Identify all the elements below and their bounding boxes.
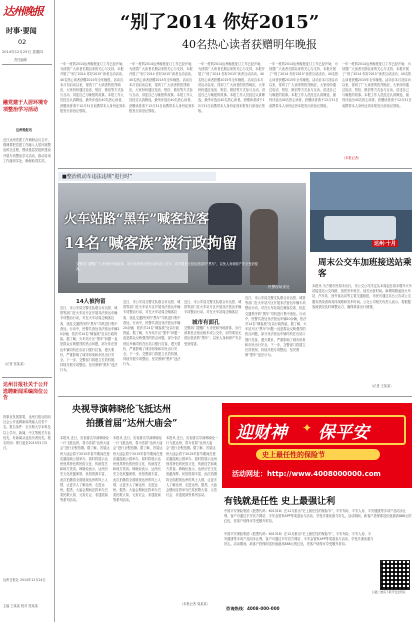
sidebar-byline: （记者 张某某） <box>3 362 27 366</box>
article1-body-col3: 一年一度的2014达州晚报征订工作已经开始，为回馈广大读者长期以来的关心与支持，本报开展了“别了2014 你好2015”读者互动活动，40名热心读者获赠2015年全年晚报。活动自本月初启动以来，得到了广大读者的热烈响应，大家纷纷通过电话、短信、微信等方式参与互动，讲述自己与晚报的故事。本报工作人员经过认真筛选，最终评选出40名热心读者。获赠读者请于12月31日前携带本人身份证到本报发行部登记领取。 <box>198 62 265 113</box>
article2-subtitle: 城市有面孔 <box>192 320 220 326</box>
editor-credit: 责任编辑 <box>14 58 27 62</box>
article3-body: 本报讯 为方便市民周末出行，市公交公司决定从本周起在周末增开火车站接送站公交线路，加密发车班次，延长运营时间。新增线路途经火车站、汽车站、西外客运站等主要交通枢纽，市民可通过站台公告或公交服务热线查询具体线路和发车时间。公交公司相关负责人表示，将根据客流情况及时调整运力，确保乘客出行便捷。 <box>312 284 412 309</box>
article4-headline2: 拍摄首届“达州大庙会” <box>86 419 178 429</box>
article2-body-col3: 交警部门提醒广大市民和外地游客，出行请乘坐正规出租车或公交车，切勿乘坐无营运资质的“黑车”，以免人身和财产安全受到侵害。 <box>184 326 242 346</box>
article4-body-col1: 本报讯 近日，央视著名导演韩晓伦一行飞抵达州，将为首届“达州大庙会”进行全程拍摄。据了解，首届达州大庙会将于2015年春节期间在莲花湖湿地公园举办，届时将展示达州独具特色的民俗文化、传统技艺和地方美食。韩晓伦表示，达州历史文化底蕴深厚，民俗资源丰富，此次拍摄将全面展现达州的风土人情，让更多人了解达州、走进达州。据悉，大庙会期间还将举办巴渠民歌大赛、元宵灯会、非遗展演等系列活动。 <box>60 436 110 503</box>
article3-byline: （记者 王某某） <box>370 384 394 388</box>
ad-slogan: 保平安 <box>318 423 369 443</box>
article1-body-col4: 一年一度的2014达州晚报征订工作已经开始，为回馈广大读者长期以来的关心与支持，本报开展了“别了2014 你好2015”读者互动活动，40名热心读者获赠2015年全年晚报。活动自本月初启动以来，得到了广大读者的热烈响应，大家纷纷通过电话、短信、微信等方式参与互动，讲述自己与晚报的故事。本报工作人员经过认真筛选，最终评选出40名热心读者。获赠读者请于12月31日前携带本人身份证到本报发行部登记领取。 <box>269 62 339 108</box>
sidebar-headline: 融党建于人居环境专项整治学习活动 <box>3 100 49 113</box>
issue-date: 2014年12月25日 星期四 <box>2 50 43 54</box>
sidebar-column <box>0 0 55 622</box>
ad-seal-icon: ✦ <box>302 421 313 435</box>
article2-lede: 交警部门提醒广大市民和外地游客，出行请乘坐正规出租车或公交车，切勿乘坐无营运资质的“黑车”，以免人身和财产安全受到侵害。 <box>76 262 258 272</box>
ad-tagline: 史上最任性的保险节 <box>262 451 325 459</box>
masthead-logo: 达州晚报 <box>3 5 43 18</box>
qr-code-icon[interactable] <box>380 560 410 590</box>
article2-lead: 14人被拘留 <box>76 299 106 305</box>
sidebar-notice-sign: 达州日报社 2014年12月24日 <box>3 578 46 582</box>
article4-body-col3: 本报讯 近日，央视著名导演韩晓伦一行飞抵达州，将为首届“达州大庙会”进行全程拍摄。据了解，首届达州大庙会将于2015年春节期间在莲花湖湿地公园举办，届时将展示达州独具特色的民俗文化、传统技艺和地方美食。韩晓伦表示，达州历史文化底蕴深厚，民俗资源丰富，此次拍摄将全面展现达州的风土人情，让更多人了解达州、走进达州。据悉，大庙会期间还将举办巴渠民歌大赛、元宵灯会、非遗展演等系列活动。 <box>166 436 218 498</box>
article1-subhead: 40名热心读者获赠明年晚报 <box>182 38 317 51</box>
article2-kicker: ■整治机动车违法违规“进行时” <box>62 174 132 180</box>
article2-body-col1: 近日，市公安局交警支队联合市运管、城管等部门在火车站片区开展非法营运车辆专项整治行动，对在火车站周边喊客拉客、扰乱交通秩序的“黑车”司机进行集中查处。行动中，民警共查处非法营运车辆20余辆，依法对14名“喊客族”处以行政拘留。据了解，火车站片区“黑车”问题一直是群众反映强烈的热点问题，部分非法营运车辆司机在出站口强行拉客，漫天要价，严重影响了城市形象和市民出行安全。下一步，交警部门将建立长效机制，持续开展专项整治，坚决遏制“黑车”违法行为。 <box>60 306 120 373</box>
article3-headline: 周末公交车加班接送站乘客 <box>318 258 412 279</box>
sidebar-notice-body: 因事业发展需要，达州日报社面向社会公开选聘新闻采编人员若干名。报名条件：全日制大学本科及以上学历，新闻、中文等相关专业优先，有新闻从业经历者优先。报名时间：即日起至2015年1月5日。 <box>3 415 51 451</box>
article5-headline: 有钱就是任性 史上最强让利 <box>224 497 336 507</box>
ad-brand: 迎财神 <box>236 423 287 443</box>
article2-body-col4: 近日，市公安局交警支队联合市运管、城管等部门在火车站片区开展非法营运车辆专项整治行动，对在火车站周边喊客拉客、扰乱交通秩序的“黑车”司机进行集中查处。行动中，民警共查处非法营运车辆20余辆，依法对14名“喊客族”处以行政拘留。据了解，火车站片区“黑车”问题一直是群众反映强烈的热点问题，部分非法营运车辆司机在出站口强行拉客，漫天要价，严重影响了城市形象和市民出行安全。下一步，交警部门将建立长效机制，持续开展专项整治，坚决遏制“黑车”违法行为。 <box>245 296 307 358</box>
article3-banner: 达州·十月 <box>374 241 396 247</box>
section-title: 时事·要闻 <box>6 27 37 35</box>
article1-headline: “别了2014 你好2015” <box>120 12 320 33</box>
article4-body-col2: 本报讯 近日，央视著名导演韩晓伦一行飞抵达州，将为首届“达州大庙会”进行全程拍摄。据了解，首届达州大庙会将于2015年春节期间在莲花湖湿地公园举办，届时将展示达州独具特色的民俗文化、传统技艺和地方美食。韩晓伦表示，达州历史文化底蕴深厚，民俗资源丰富，此次拍摄将全面展现达州的风土人情，让更多人了解达州、走进达州。据悉，大庙会期间还将举办巴渠民歌大赛、元宵灯会、非遗展演等系列活动。 <box>113 436 163 503</box>
page-number: 02 <box>18 38 27 46</box>
article4-byline: （本报记者 周某某） <box>180 602 210 606</box>
article5-hotline: 咨询热线：4008-000-000 <box>226 606 280 611</box>
qr-label: 扫描二维码下载平安金管家 <box>372 590 406 594</box>
sidebar-notice-headline: 达州日报社关于公开选聘新闻采编岗位公告 <box>3 382 49 401</box>
divider <box>2 64 52 65</box>
article2-body-col2: 近日，市公安局交警支队联合市运管、城管等部门在火车站片区开展非法营运车辆专项整治行动，对在火车站周边喊客拉客、扰乱交通秩序的“黑车”司机进行集中查处。行动中，民警共查处非法营运车辆20余辆，依法对14名“喊客族”处以行政拘留。据了解，火车站片区“黑车”问题一直是群众反映强烈的热点问题，部分非法营运车辆司机在出站口强行拉客，漫天要价，严重影响了城市形象和市民出行安全。下一步，交警部门将建立长效机制，持续开展专项整治，坚决遏制“黑车”违法行为。 <box>123 300 181 367</box>
article2-headline1: 火车站路“黑车”喊客拉客 <box>64 212 209 227</box>
article1-body-col2: 一年一度的2014达州晚报征订工作已经开始，为回馈广大读者长期以来的关心与支持，本报开展了“别了2014 你好2015”读者互动活动，40名热心读者获赠2015年全年晚报。活动自本月初启动以来，得到了广大读者的热烈响应，大家纷纷通过电话、短信、微信等方式参与互动，讲述自己与晚报的故事。本报工作人员经过认真筛选，最终评选出40名热心读者。获赠读者请于12月31日前携带本人身份证到本报发行部登记领取。 <box>129 62 195 113</box>
article2-body-col3-top: 近日，市公安局交警支队联合市运管、城管等部门在火车站片区开展非法营运车辆专项整治行动，对在火车站周边喊客拉 <box>184 300 242 315</box>
article2-headline2: 14名“喊客族”被行政拘留 <box>64 234 238 252</box>
sidebar-lead: 达州晚报讯 <box>16 128 32 132</box>
article1-body-col5: 一年一度的2014达州晚报征订工作已经开始，为回馈广大读者长期以来的关心与支持，本报开展了“别了2014 你好2015”读者互动活动，40名热心读者获赠2015年全年晚报。活动自本月初启动以来，得到了广大读者的热烈响应，大家纷纷通过电话、短信、微信等方式参与互动，讲述自己与晚报的故事。本报工作人员经过认真筛选，最终评选出40名热心读者。获赠读者请于12月31日前携带本人身份证到本报发行部登记领取。 <box>342 62 412 108</box>
article4-headline1: 央视导演韩晓伦飞抵达州 <box>72 405 172 415</box>
advertisement-banner[interactable] <box>222 403 412 488</box>
ad-hotline[interactable]: 活动网址：http://www.4008000000.com <box>232 470 381 478</box>
divider <box>2 377 52 378</box>
photo-bus <box>324 216 396 240</box>
article1-byline: （本报记者） <box>342 156 362 160</box>
divider <box>58 396 412 397</box>
article5-body: 中国平安保险集团（股票代码：601318）在12月推出“史上最任性的保险节”，平安车险、平安人寿、平安健康等多项产品同步让利，客户可通过平安官方网站、平安金管家APP等渠道参与活动，享受多重优惠与好礼。活动期间，新客户投保即送价值最高888元的红包，老客户续保可享受额外折扣。 <box>224 532 374 547</box>
article2-photo-caption: 民警现场查处 <box>268 285 290 289</box>
article1-body-col1: 一年一度的2014达州晚报征订工作已经开始，为回馈广大读者长期以来的关心与支持，本报开展了“别了2014 你好2015”读者互动活动，40名热心读者获赠2015年全年晚报。活动自本月初启动以来，得到了广大读者的热烈响应，大家纷纷通过电话、短信、微信等方式参与互动，讲述自己与晚报的故事。本报工作人员经过认真筛选，最终评选出40名热心读者。获赠读者请于12月31日前携带本人身份证到本报发行部登记领取。 <box>60 62 126 113</box>
sidebar-footer: 主编 王某某 校对 张某某 <box>3 604 38 608</box>
divider <box>58 168 412 169</box>
article5-intro: 中国平安保险集团（股票代码：601318）在12月推出“史上最任性的保险节”，平安车险、平安人寿、平安健康等多项产品同步让利，客户可通过平安官方网站、平安金管家APP等渠道参与活动，享受多重优惠与好礼。活动期间，新客户投保即送价值最高888元的红包，老客户续保可享受额外折扣。 <box>224 509 412 524</box>
sidebar-body: 近日达州党建工作调研会议召开，强调要把党建工作融入人居环境整治的全过程，围绕基层党组织建设开展专项整治学习活动，推动各项工作落到实处，确保取得实效。 <box>3 138 51 163</box>
